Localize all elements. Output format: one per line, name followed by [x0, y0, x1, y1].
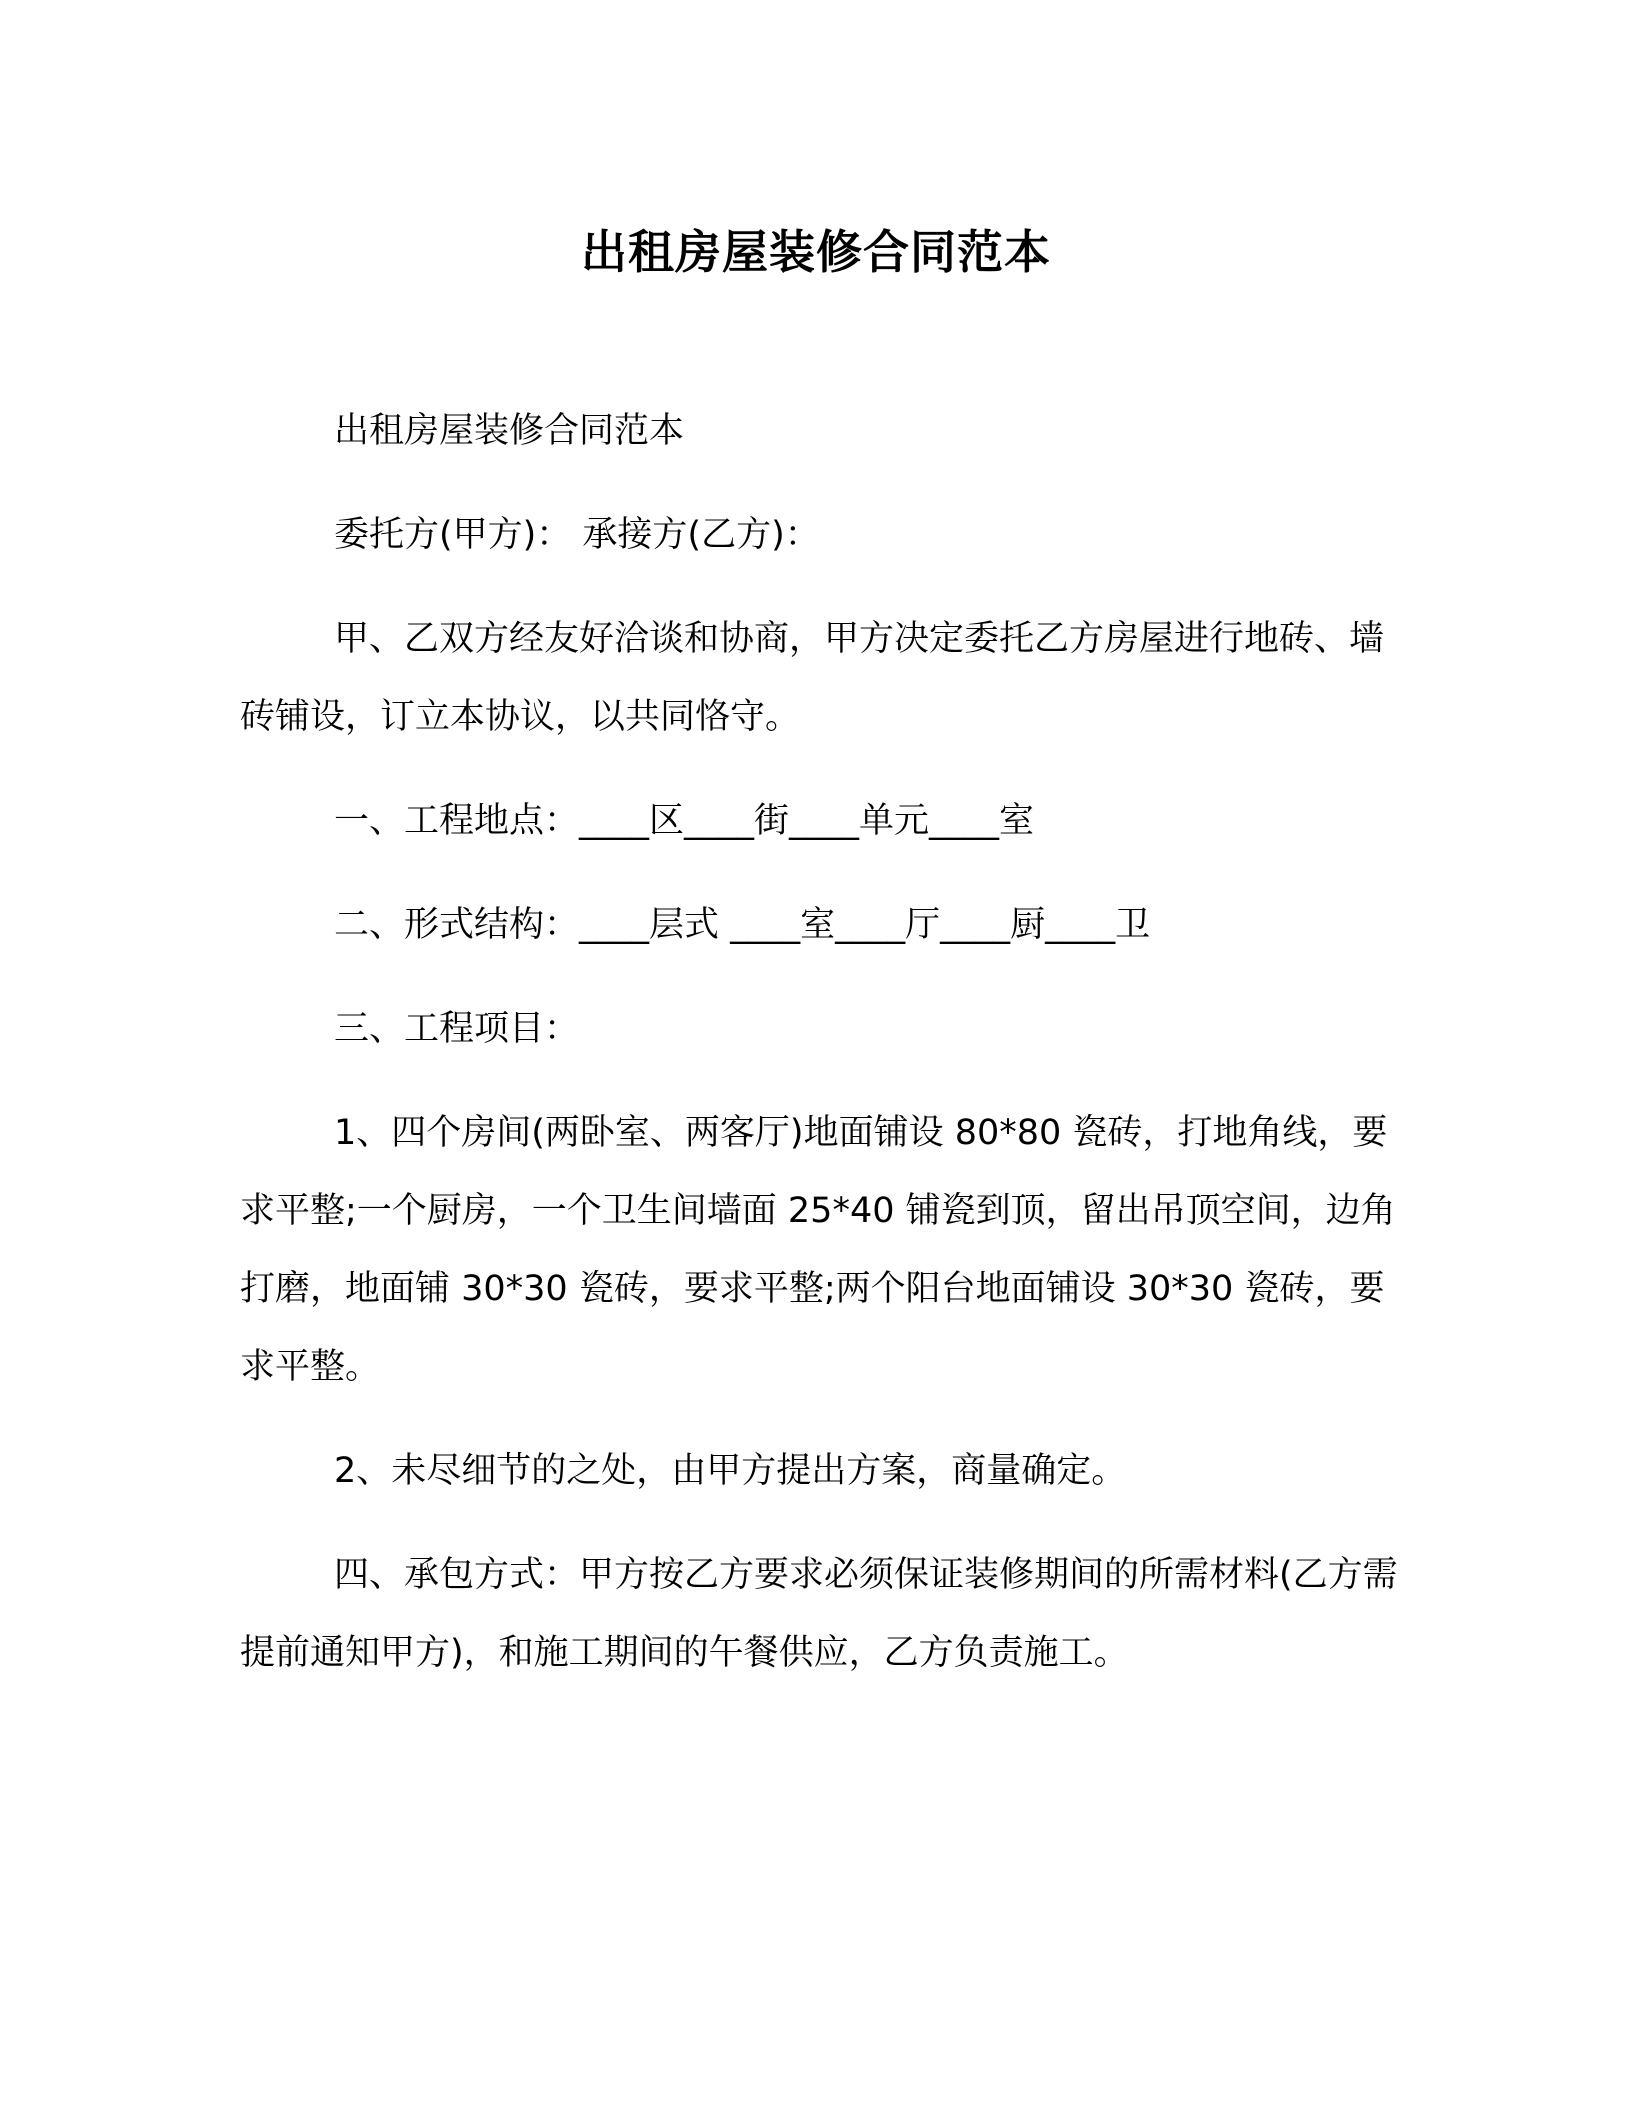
paragraph-item-2: 2、未尽细节的之处，由甲方提出方案，商量确定。	[334, 1451, 1127, 1491]
document-body	[240, 392, 1400, 1718]
document-title: 出租房屋装修合同范本	[581, 225, 1051, 279]
paragraph-contract-method: 四、承包方式：甲方按乙方要求必须保证装修期间的所需材料(乙方需提前通知甲方)，和施工期间的午餐供应，乙方负责施工。	[240, 1555, 1398, 1673]
paragraph-project-items: 三、工程项目：	[334, 1009, 580, 1049]
paragraph-structure: 二、形式结构：____层式 ____室____厅____厨____卫	[334, 905, 1151, 945]
paragraph-project-location: 一、工程地点：____区____街____单元____室	[334, 801, 1035, 841]
paragraph-item-1: 1、四个房间(两卧室、两客厅)地面铺设 80*80 瓷砖，打地角线，要求平整;一个厨房，一个卫生间墙面 25*40 铺瓷到顶，留出吊顶空间，边角打磨，地面铺 30*30 瓷砖，要求平整;两个阳台地面铺设 30*30 瓷砖，要求平整。	[240, 1113, 1396, 1387]
paragraph-parties: 委托方(甲方)： 承接方(乙方)：	[334, 515, 820, 555]
paragraph-subtitle: 出租房屋装修合同范本	[334, 411, 685, 451]
paragraph-intro: 甲、乙双方经友好洽谈和协商，甲方决定委托乙方房屋进行地砖、墙砖铺设，订立本协议，以共同恪守。	[240, 619, 1385, 737]
